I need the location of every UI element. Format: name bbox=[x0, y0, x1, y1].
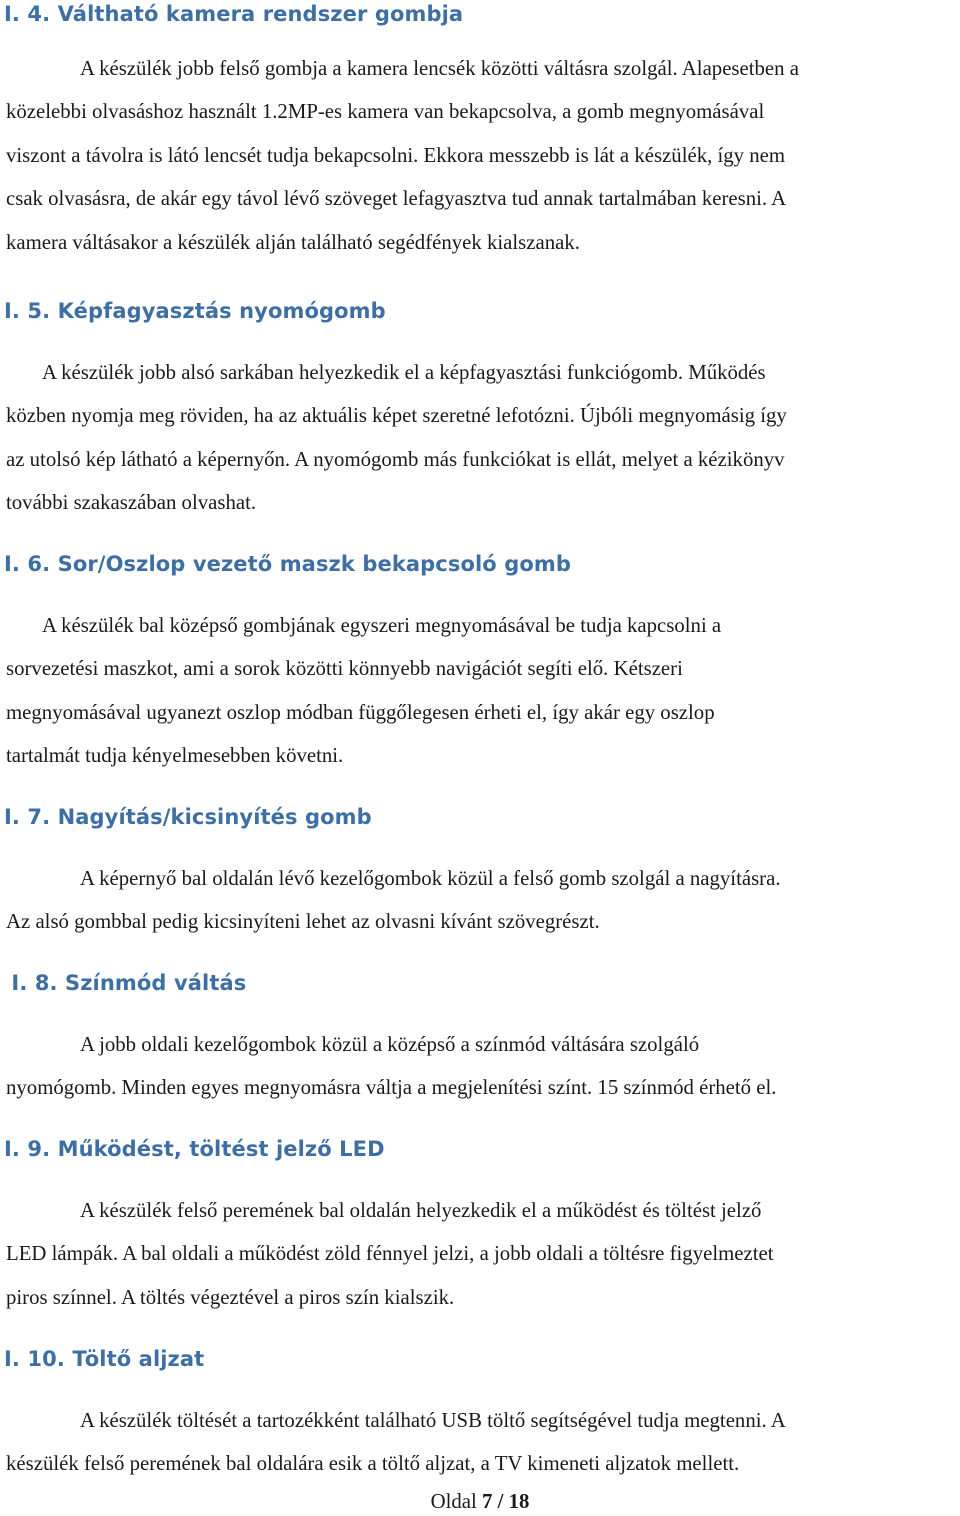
section-heading: I. 5. Képfagyasztás nyomógomb bbox=[4, 299, 386, 323]
text-line: A készülék jobb felső gombja a kamera lencsék közötti váltásra szolgál. Alapesetben a bbox=[80, 57, 799, 80]
text-line: viszont a távolra is látó lencsét tudja bekapcsolni. Ekkora messzebb is lát a készülék, így nem bbox=[6, 143, 786, 167]
text-line: nyomógomb. Minden egyes megnyomásra váltja a megjelenítési színt. 15 színmód érhető el. bbox=[6, 1076, 777, 1100]
section-heading: I. 4. Váltható kamera rendszer gombja bbox=[4, 2, 464, 26]
section-heading: I. 9. Működést, töltést jelző LED bbox=[4, 1137, 385, 1161]
section-heading: I. 10. Töltő aljzat bbox=[4, 1347, 205, 1371]
section-image-freeze bbox=[0, 297, 960, 525]
text-line: kamera váltásakor a készülék alján található segédfények kialszanak. bbox=[6, 230, 580, 254]
section-heading: I. 7. Nagyítás/kicsinyítés gomb bbox=[4, 805, 372, 829]
page-separator: / bbox=[497, 1490, 504, 1513]
section-zoom bbox=[0, 803, 960, 944]
section-body bbox=[0, 604, 960, 778]
text-line: Az alsó gombbal pedig kicsinyíteni lehet az olvasni kívánt szövegrészt. bbox=[6, 910, 600, 934]
section-body bbox=[0, 1399, 960, 1486]
text-line: A készülék töltését a tartozékként található USB töltő segítségével tudja megtenni. A bbox=[80, 1409, 786, 1432]
section-body bbox=[0, 1189, 960, 1319]
text-line: tartalmát tudja kényelmesebben követni. bbox=[6, 744, 344, 768]
text-line: LED lámpák. A bal oldali a működést zöld fénnyel jelzi, a jobb oldali a töltésre figyelmeztet bbox=[6, 1242, 774, 1266]
section-charging-port bbox=[0, 1345, 960, 1486]
section-row-column-mask bbox=[0, 550, 960, 778]
text-line: A készülék bal középső gombjának egyszeri megnyomásával be tudja kapcsolni a bbox=[42, 614, 722, 637]
text-line: megnyomásával ugyanezt oszlop módban függőlegesen érheti el, így akár egy oszlop bbox=[6, 700, 715, 724]
text-line: A jobb oldali kezelőgombok közül a középső a színmód váltására szolgáló bbox=[80, 1033, 700, 1056]
text-line: csak olvasásra, de akár egy távol lévő szöveget lefagyasztva tud annak tartalmában keresni. A bbox=[6, 187, 787, 211]
text-line: közelebbi olvasáshoz használt 1.2MP-es kamera van bekapcsolva, a gomb megnyomásával bbox=[6, 100, 765, 124]
text-line: sorvezetési maszkot, ami a sorok közötti könnyebb navigációt segíti elő. Kétszeri bbox=[6, 657, 683, 681]
page-current: 7 bbox=[482, 1490, 493, 1513]
section-heading: I. 8. Színmód váltás bbox=[4, 971, 247, 995]
text-line: A képernyő bal oldalán lévő kezelőgombok közül a felső gomb szolgál a nagyításra. bbox=[80, 867, 781, 890]
text-line: A készülék jobb alsó sarkában helyezkedik el a képfagyasztási funkciógomb. Működés bbox=[42, 361, 766, 384]
text-line: piros színnel. A töltés végeztével a piros szín kialszik. bbox=[6, 1285, 455, 1309]
text-line: közben nyomja meg röviden, ha az aktuális képet szeretné lefotózni. Újbóli megnyomásig így bbox=[6, 404, 787, 428]
section-color-mode bbox=[0, 969, 960, 1110]
section-status-led bbox=[0, 1135, 960, 1319]
section-body bbox=[0, 857, 960, 944]
section-body bbox=[0, 351, 960, 525]
text-line: az utolsó kép látható a képernyőn. A nyomógomb más funkciókat is ellát, melyet a kézikönyv bbox=[6, 447, 785, 471]
section-body bbox=[0, 47, 960, 264]
section-camera-switch bbox=[0, 0, 960, 264]
text-line: A készülék felső peremének bal oldalán helyezkedik el a működést és töltést jelző bbox=[80, 1199, 762, 1222]
section-heading: I. 6. Sor/Oszlop vezető maszk bekapcsoló gomb bbox=[4, 552, 571, 576]
page-label: Oldal bbox=[430, 1490, 477, 1513]
section-body bbox=[0, 1023, 960, 1110]
text-line: további szakaszában olvashat. bbox=[6, 491, 257, 515]
text-line: készülék felső peremének bal oldalára esik a töltő aljzat, a TV kimeneti aljzatok mellett. bbox=[6, 1452, 740, 1476]
page-total: 18 bbox=[508, 1490, 530, 1513]
page-footer bbox=[0, 1488, 960, 1516]
